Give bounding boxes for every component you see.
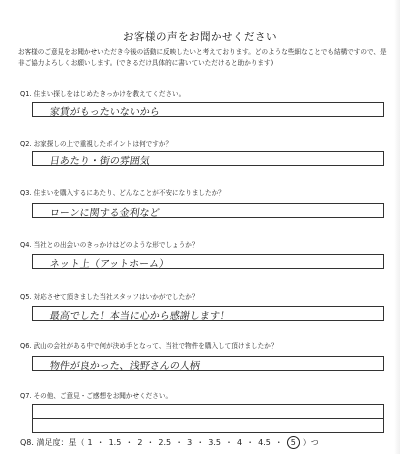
answer-3-text: ローンに関する金利など [48, 208, 161, 219]
answer-7-box-line-1 [32, 404, 384, 419]
question-1-label: Q1. 住まい探しをはじめたきっかけを教えてください。 [20, 90, 186, 98]
rating-option-selected[interactable]: 5 [287, 436, 300, 449]
question-4-label: Q4. 当社との出会いのきっかけはどのような形でしょうか？ [20, 241, 199, 249]
question-7-label: Q7. その他、ご意見・ご感想をお聞かせください。 [20, 392, 173, 400]
answer-1-text: 家賃がもったいないから [48, 107, 161, 118]
rating-option[interactable]: 2.5 [158, 438, 172, 447]
rating-separator: ・ [274, 438, 283, 447]
rating-row [20, 436, 319, 449]
rating-separator: ・ [175, 438, 184, 447]
rating-option[interactable]: 3.5 [208, 438, 221, 447]
rating-separator: ・ [224, 438, 233, 447]
rating-separator: ・ [246, 438, 255, 447]
rating-options [84, 436, 302, 449]
answer-6-text: 物件が良かった、浅野さんの人柄 [48, 361, 201, 372]
question-6-label: Q6. 武山の会社がある中で何が決め手となって、当社で物件を購入して頂けましたか？ [20, 342, 278, 350]
rating-separator: ・ [96, 438, 105, 447]
answer-7-box-line-2 [32, 418, 384, 433]
rating-separator: ・ [125, 438, 134, 447]
question-3-label: Q3. 住まいを購入するにあたり、どんなことが不安になりましたか？ [20, 189, 225, 197]
rating-option[interactable]: 3 [187, 438, 193, 447]
rating-option[interactable]: 1 [87, 438, 93, 447]
answer-2-text: 日あたり・街の雰囲気 [48, 156, 151, 167]
rating-option[interactable]: 1.5 [108, 438, 122, 447]
rating-separator: ・ [146, 438, 155, 447]
rating-option[interactable]: 2 [137, 438, 143, 447]
rating-option[interactable]: 4.5 [258, 438, 271, 447]
answer-5-text: 最高でした！本当に心から感謝します！ [48, 311, 231, 322]
rating-suffix: ）つ [302, 438, 319, 447]
question-2-label: Q2. お家探しの上で重視したポイントは何ですか？ [20, 140, 173, 148]
survey-intro: お客様のご意見をお聞かせいただき今後の活動に反映したいと考えております。どのような些細なことでも結構ですので、是非ご協力よろしくお願いします。(できるだけ具体的に書いていただけると助かります) [18, 48, 387, 67]
scan-edge [394, 0, 400, 454]
question-5-label: Q5. 対応させて頂きました当社スタッフはいかがでしたか？ [20, 293, 199, 301]
rating-option[interactable]: 4 [236, 438, 243, 447]
rating-prefix: Q8. 満足度：星（ [20, 438, 85, 447]
rating-separator: ・ [196, 438, 205, 447]
survey-title: お客様の声をお聞かせください [123, 31, 277, 43]
answer-4-text: ネット上（アットホーム） [48, 259, 170, 270]
